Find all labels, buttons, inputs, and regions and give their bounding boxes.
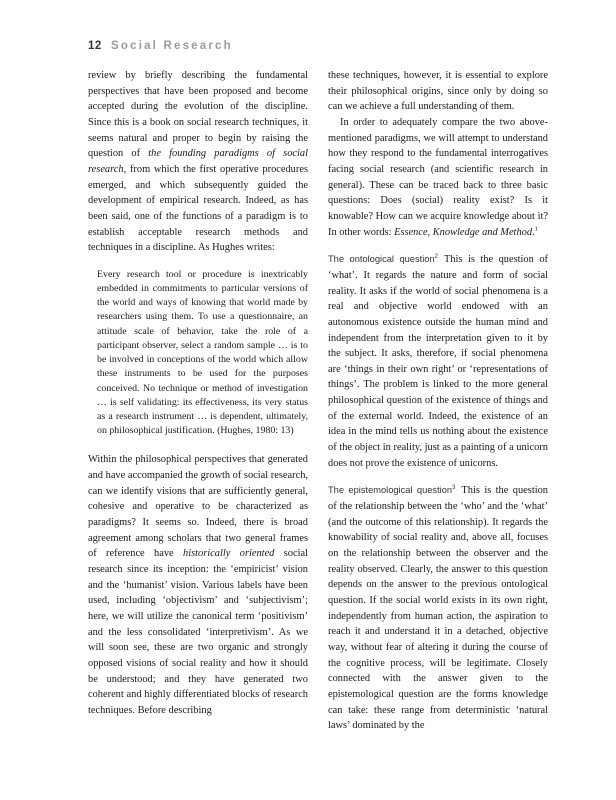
left-paragraph-2: Within the philosophical perspectives that generated and have accompanied the growth of social research, can we identify visions that are sufficiently general, cohesive and operative to be characterized as paradigms? It seems so. Indeed, there is broad agreement among scholars that two general frames of reference have historically oriented social research since its inception: the ‘empiricist’ vision and the ‘humanist’ vision. Various labels have been used, including ‘objectivism’ and ‘subjectivism’; here, we will utilize the canonical term ‘positivism’ and the less consolidated ‘interpretivism’. As we will soon see, these are two organic and strongly opposed visions of social reality and how it should be understood; and they have generated two coherent and highly differentiated blocks of research techniques. Before describing: [88, 454, 309, 716]
page-number: 12: [88, 40, 102, 52]
running-header: [88, 40, 233, 52]
footnote-2-ref: 2: [434, 254, 438, 261]
left-paragraph-1: review by briefly describing the fundamental perspectives that have been proposed and become accepted during the evolution of the discipline. Since this is a book on social research techniques, it seems natural and proper to begin by raising the question of the founding paradigms of social research, from which the first operative procedures emerged, and which subsequently guided the development of empirical research. Indeed, as has been said, one of the functions of a paradigm is to establish acceptable research methods and techniques in a discipline. As Hughes writes:: [88, 70, 309, 254]
epistemological-section: The epistemological question$^3$ This is the question of the relationship between the ‘who’ and the ‘what’ (and the outcome of this relationship). It regards the knowability of social reality and, above all, focuses on the relationship between the observer and the reality observed. Clearly, the answer to this question depends on the answer to the previous ontological question. If the social world exists in its own right, independently from human action, the aspiration to reach it and understand it in a detached, objective way, without fear of altering it during the course of the cognitive process, will be legitimate. Closely connected with the answer given to the epistemological question are the forms knowledge can take: these range from deterministic ‘natural laws’ dominated by the: [328, 485, 548, 732]
footnote-3-ref: 3: [452, 485, 456, 492]
left-column: [88, 68, 308, 718]
ontological-heading: The ontological question$^2$: [328, 254, 438, 265]
block-quote: Every research tool or procedure is inextricably embedded in commitments to particular versions of the world and ways of knowing that world made by researchers using them. To use a questionnaire, an attitude scale of behavior, take the role of a participant observer, select a random sample … is to be involved in conceptions of the world which allow these instruments to be used for the purposes conceived. No technique or method of investigation … is self validating: its effectiveness, its very status as a research instrument … is dependent, ultimately, on philosophical justification. (Hughes, 1980: 13): [97, 268, 308, 437]
running-title: Social Research: [111, 40, 233, 52]
right-paragraph-1: these techniques, however, it is essential to explore their philosophical origins, since only by doing so can we achieve a full understanding of them.: [328, 70, 548, 113]
ontological-section: The ontological question$^2$ This is the question of ‘what’. It regards the nature and form of social reality. It asks if the world of social phenomena is a real and objective world endowed with an autonomous existence outside the human mind and independent from the interpretation given to it by the subject. It asks, therefore, if social phenomena are ‘things in their own right’ or ‘representations of things’. The problem is linked to the more general philosophical question of the existence of things and of the external world. Indeed, the existence of an idea in the mind tells us nothing about the existence of the object in reality, just as a painting of a unicorn does not prove the existence of unicorns.: [328, 254, 548, 469]
epistemological-heading: The epistemological question$^3$: [328, 485, 456, 496]
footnote-1-ref: 1: [534, 225, 538, 233]
right-paragraph-2: In order to adequately compare the two above-mentioned paradigms, we will attempt to understand how they respond to the fundamental interrogatives facing social research (and scientific research in general). These can be traced back to three basic questions: Does (social) reality exist? Is it knowable? How can we acquire knowledge about it? In other words: Essence, Knowledge and Method.$^1$: [328, 116, 548, 238]
right-column: [328, 68, 548, 734]
